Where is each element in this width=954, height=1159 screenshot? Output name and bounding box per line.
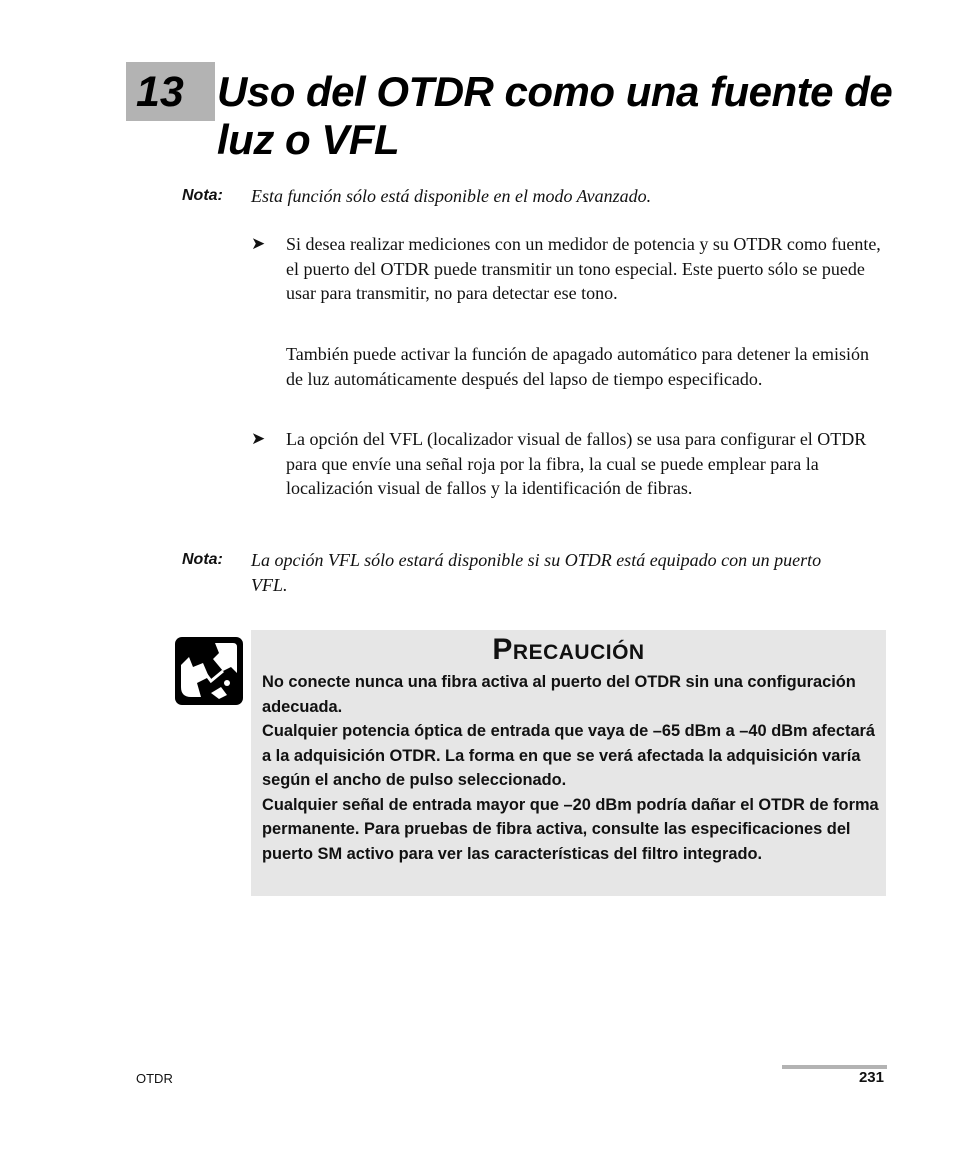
note-text: La opción VFL sólo estará disponible si su OTDR está equipado con un puerto VFL. — [251, 550, 822, 595]
caution-text — [262, 670, 880, 866]
note-label: Nota: — [182, 187, 223, 204]
footer-product-name: OTDR — [136, 1071, 173, 1086]
note-text: Esta función sólo está disponible en el modo Avanzado. — [251, 186, 652, 206]
bullet-paragraph: Si desea realizar mediciones con un medidor de potencia y su OTDR como fuente, el puerto del OTDR puede transmitir un tono especial. Este puerto sólo se puede usar para transmitir, no para detectar ese tono. — [286, 234, 881, 303]
bullet-paragraph: La opción del VFL (localizador visual de fallos) se usa para configurar el OTDR para que envíe una señal roja por la fibra, la cual se puede emplear para la localización visual de fallos y la identificación de fibras. — [286, 429, 867, 498]
caution-paragraph: Cualquier potencia óptica de entrada que vaya de –65 dBm a –40 dBm afectará a la adquisición OTDR. La forma en que se verá afectada la adquisición varía según el ancho de pulso seleccionado. — [262, 722, 876, 789]
bullet-arrow: ➤ — [251, 429, 266, 449]
chapter-title: Uso del OTDR como una fuente de luz o VFL — [217, 68, 893, 163]
caution-title: Precaución — [492, 633, 645, 666]
chapter-number: 13 — [136, 68, 184, 116]
page-number: 231 — [858, 1069, 884, 1086]
continuation-paragraph: También puede activar la función de apagado automático para detener la emisión de luz automáticamente después del lapso de tiempo especificado. — [286, 344, 869, 389]
bullet-arrow: ➤ — [251, 234, 266, 254]
caution-icon — [175, 637, 243, 705]
caution-paragraph: No conecte nunca una fibra activa al puerto del OTDR sin una configuración adecuada. — [262, 673, 856, 716]
caution-paragraph: Cualquier señal de entrada mayor que –20 dBm podría dañar el OTDR de forma permanente. Para pruebas de fibra activa, consulte las especificaciones del puerto SM activo para ver las características del filtro integrado. — [262, 795, 879, 863]
note-label: Nota: — [182, 551, 223, 568]
